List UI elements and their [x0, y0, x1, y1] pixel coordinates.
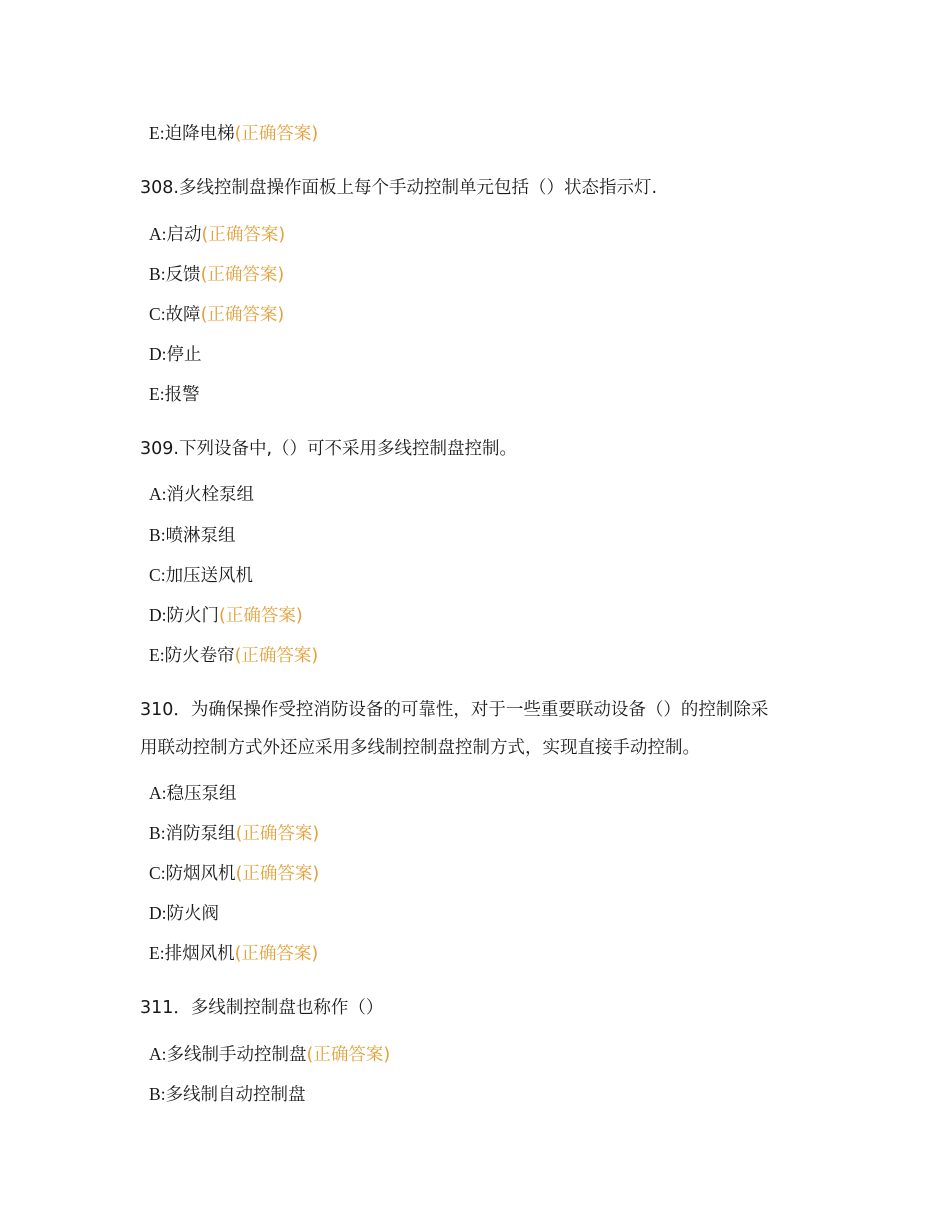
option-key: A: [149, 484, 162, 504]
option-colon: :: [159, 645, 165, 665]
option-item: [149, 1042, 390, 1067]
option-colon: :: [160, 565, 166, 585]
option-colon: :: [161, 344, 167, 364]
option-item: [149, 262, 284, 287]
option-text: 喷淋泵组: [165, 526, 236, 546]
option-item: [149, 781, 237, 806]
option-colon: :: [160, 525, 166, 545]
option-key: B: [149, 823, 161, 843]
option-item: [149, 121, 318, 146]
option-item: [149, 482, 254, 507]
question-text: 用联动控制方式外还应采用多线制控制盘控制方式，实现直接手动控制。: [140, 738, 700, 758]
option-item: [149, 643, 318, 668]
question-text: 311．多线制控制盘也称作（）: [140, 998, 384, 1018]
option-colon: :: [161, 484, 167, 504]
option-colon: :: [161, 605, 167, 625]
option-item: [149, 603, 303, 628]
option-key: B: [149, 1084, 161, 1104]
option-text: 反馈: [165, 265, 201, 285]
option-colon: :: [160, 304, 166, 324]
option-key: E: [149, 943, 160, 963]
option-item: [149, 342, 202, 367]
correct-answer-tag: (正确答案): [235, 864, 320, 884]
option-item: [149, 563, 253, 588]
option-text: 消火栓泵组: [166, 485, 255, 505]
option-text: 多线制自动控制盘: [165, 1085, 306, 1105]
correct-answer-tag: (正确答案): [200, 305, 285, 325]
option-key: D: [149, 605, 162, 625]
option-colon: :: [159, 943, 165, 963]
option-colon: :: [160, 823, 166, 843]
correct-answer-tag: (正确答案): [201, 225, 286, 245]
correct-answer-tag: (正确答案): [234, 646, 319, 666]
option-key: E: [149, 384, 160, 404]
option-text: 启动: [166, 225, 202, 245]
option-text: 多线制手动控制盘: [166, 1045, 307, 1065]
correct-answer-tag: (正确答案): [234, 124, 319, 144]
option-colon: :: [160, 264, 166, 284]
correct-answer-tag: (正确答案): [200, 265, 285, 285]
option-colon: :: [160, 1084, 166, 1104]
option-key: A: [149, 224, 162, 244]
option-text: 报警: [164, 385, 200, 405]
option-colon: :: [161, 903, 167, 923]
option-key: A: [149, 1044, 162, 1064]
option-key: B: [149, 525, 161, 545]
option-text: 防火卷帘: [164, 646, 235, 666]
option-text: 停止: [166, 345, 202, 365]
option-text: 防烟风机: [165, 864, 236, 884]
option-colon: :: [160, 863, 166, 883]
option-item: [149, 523, 236, 548]
option-text: 故障: [165, 305, 201, 325]
option-colon: :: [161, 783, 167, 803]
option-text: 排烟风机: [164, 944, 235, 964]
option-item: [149, 222, 285, 247]
option-colon: :: [161, 224, 167, 244]
option-key: C: [149, 304, 161, 324]
correct-answer-tag: (正确答案): [306, 1045, 391, 1065]
option-item: [149, 861, 319, 886]
option-key: D: [149, 344, 162, 364]
option-colon: :: [161, 1044, 167, 1064]
option-text: 消防泵组: [165, 824, 236, 844]
option-text: 稳压泵组: [166, 784, 237, 804]
question-text: 308.多线控制盘操作面板上每个手动控制单元包括（）状态指示灯.: [140, 178, 658, 198]
option-key: B: [149, 264, 161, 284]
question-text: 310．为确保操作受控消防设备的可靠性，对于一些重要联动设备（）的控制除采: [140, 700, 769, 720]
option-key: C: [149, 863, 161, 883]
option-item: [149, 941, 318, 966]
option-key: D: [149, 903, 162, 923]
question-text: 309.下列设备中,（）可不采用多线控制盘控制。: [140, 439, 518, 459]
option-key: C: [149, 565, 161, 585]
option-colon: :: [159, 384, 165, 404]
option-text: 迫降电梯: [164, 124, 235, 144]
correct-answer-tag: (正确答案): [235, 824, 320, 844]
correct-answer-tag: (正确答案): [234, 944, 319, 964]
option-item: [149, 901, 219, 926]
option-text: 防火阀: [166, 904, 220, 924]
option-colon: :: [159, 123, 165, 143]
option-text: 防火门: [166, 606, 220, 626]
option-item: [149, 382, 200, 407]
correct-answer-tag: (正确答案): [219, 606, 303, 626]
option-item: [149, 1082, 306, 1107]
option-text: 加压送风机: [165, 566, 254, 586]
option-key: E: [149, 645, 160, 665]
option-key: A: [149, 783, 162, 803]
option-item: [149, 821, 319, 846]
option-key: E: [149, 123, 160, 143]
option-item: [149, 302, 284, 327]
